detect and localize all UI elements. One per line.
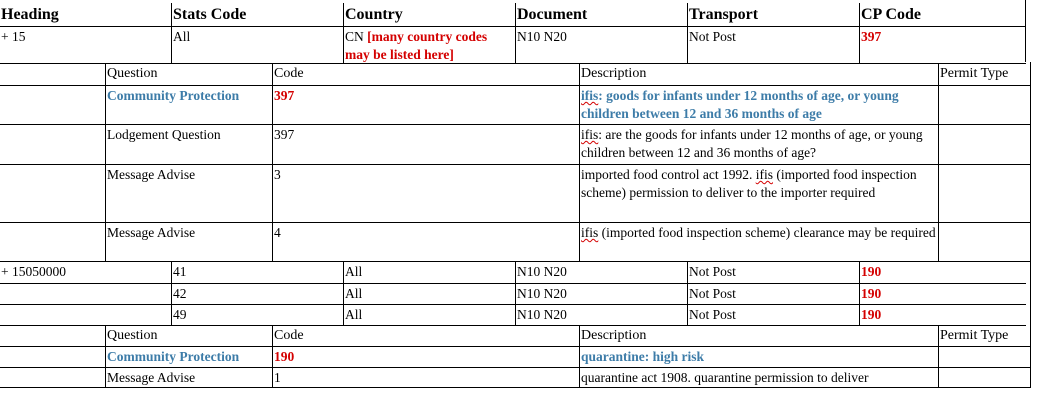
header-cp-code: CP Code bbox=[859, 3, 1026, 26]
table1-data-row bbox=[0, 27, 1026, 64]
transport-value: Not Post bbox=[687, 305, 859, 325]
header-heading: Heading bbox=[1, 6, 59, 23]
sub2-header-question: Question bbox=[105, 326, 272, 346]
description-value bbox=[579, 125, 938, 164]
code-value: 190 bbox=[272, 347, 579, 367]
country-value: All bbox=[343, 262, 515, 283]
question-value: Message Advise bbox=[105, 368, 272, 387]
description-value: quarantine act 1908. quarantine permission to deliver bbox=[579, 368, 938, 387]
description-value bbox=[579, 86, 938, 124]
header-transport: Transport bbox=[687, 3, 859, 26]
table2-data-row bbox=[0, 305, 1026, 326]
country-value: All bbox=[343, 305, 515, 325]
description-text: : goods for infants under 12 months of age, or young children between 12 and 36 months of age bbox=[581, 88, 899, 121]
transport-value: Not Post bbox=[687, 284, 859, 304]
header-stats-code: Stats Code bbox=[171, 3, 343, 26]
permit-type-value bbox=[938, 165, 1031, 222]
table1-right-border bbox=[1025, 0, 1026, 62]
question-value: Community Protection bbox=[105, 86, 272, 124]
subtable1-row bbox=[0, 165, 1031, 223]
document-value: N10 N20 bbox=[515, 284, 687, 304]
sub1-header-permit-type: Permit Type bbox=[938, 64, 1031, 85]
cp-code-value: 190 bbox=[859, 262, 1026, 283]
description-text-a: imported food control act 1992. bbox=[581, 167, 756, 182]
table1-header-row bbox=[0, 3, 1026, 27]
ifis-word: ifis bbox=[581, 88, 599, 103]
heading-value: + 15 bbox=[1, 29, 26, 44]
document-value: N10 N20 bbox=[515, 305, 687, 325]
description-text: (imported food inspection scheme) permission to deliver to the importer required bbox=[581, 167, 917, 200]
subtable1-row bbox=[0, 86, 1031, 125]
subtable2-row bbox=[0, 347, 1031, 368]
code-value: 4 bbox=[272, 223, 579, 261]
sub1-header-description: Description bbox=[579, 64, 938, 85]
sub1-header-code: Code bbox=[272, 64, 579, 85]
stats-code-value: 41 bbox=[171, 262, 343, 283]
table-right-border bbox=[1030, 62, 1031, 388]
country-value bbox=[343, 27, 515, 63]
description-text: (imported food inspection scheme) clearance may be required bbox=[598, 225, 936, 240]
cp-code-value: 190 bbox=[859, 305, 1026, 325]
code-value: 397 bbox=[272, 86, 579, 124]
code-value: 397 bbox=[272, 125, 579, 164]
country-value: All bbox=[343, 284, 515, 304]
permit-type-value bbox=[938, 368, 1031, 387]
subtable1-row bbox=[0, 125, 1031, 165]
sub2-header-code: Code bbox=[272, 326, 579, 346]
cp-code-value: 190 bbox=[859, 284, 1026, 304]
subtable2-header-row bbox=[0, 326, 1031, 347]
ifis-word: ifis bbox=[581, 127, 599, 142]
description-value bbox=[579, 223, 938, 261]
description-text: : are the goods for infants under 12 months of age, or young children between 12 and 36 months of age? bbox=[581, 127, 923, 160]
table2-data-row bbox=[0, 262, 1026, 284]
permit-type-value bbox=[938, 347, 1031, 367]
question-value: Lodgement Question bbox=[105, 125, 272, 164]
description-value bbox=[579, 165, 938, 222]
permit-type-value bbox=[938, 86, 1031, 124]
question-value: Community Protection bbox=[105, 347, 272, 367]
subtable1-row bbox=[0, 223, 1031, 262]
description-value: quarantine: high risk bbox=[579, 347, 938, 367]
subtable1-header-row bbox=[0, 64, 1031, 86]
permit-type-value bbox=[938, 125, 1031, 164]
question-value: Message Advise bbox=[105, 165, 272, 222]
document-value: N10 N20 bbox=[515, 262, 687, 283]
ifis-word: ifis bbox=[581, 225, 599, 240]
cp-code-value: 397 bbox=[859, 27, 1026, 63]
sub1-header-question: Question bbox=[105, 64, 272, 85]
country-code: CN bbox=[345, 29, 364, 44]
question-value: Message Advise bbox=[105, 223, 272, 261]
stats-code-value: 42 bbox=[171, 284, 343, 304]
header-document: Document bbox=[515, 3, 687, 26]
table2-data-row bbox=[0, 284, 1026, 305]
ifis-word: ifis bbox=[755, 167, 773, 182]
transport-value: Not Post bbox=[687, 27, 859, 63]
header-country: Country bbox=[343, 3, 515, 26]
stats-code-value: 49 bbox=[171, 305, 343, 325]
heading-value: + 15050000 bbox=[1, 264, 66, 279]
stats-code-value: All bbox=[171, 27, 343, 63]
code-value: 3 bbox=[272, 165, 579, 222]
transport-value: Not Post bbox=[687, 262, 859, 283]
country-note: [many country codes may be listed here] bbox=[345, 29, 488, 62]
sub2-header-permit-type: Permit Type bbox=[938, 326, 1031, 346]
permit-type-value bbox=[938, 223, 1031, 261]
document-value: N10 N20 bbox=[515, 27, 687, 63]
subtable2-row bbox=[0, 368, 1031, 388]
sub2-header-description: Description bbox=[579, 326, 938, 346]
code-value: 1 bbox=[272, 368, 579, 387]
